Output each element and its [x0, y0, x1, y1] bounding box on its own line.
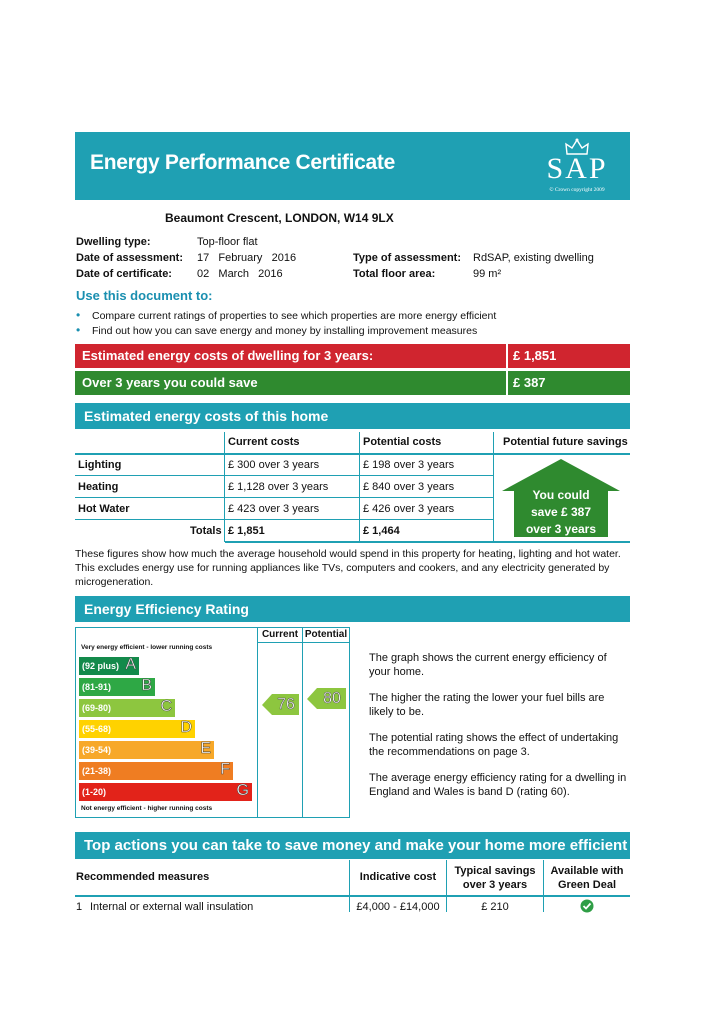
current-rating-value: 76	[277, 696, 295, 713]
band-d: (55-68) D	[79, 720, 195, 738]
hot-water-current: £ 423 over 3 years	[228, 503, 320, 515]
property-address: Beaumont Crescent, LONDON, W14 9LX	[165, 211, 394, 225]
totals-label: Totals	[190, 525, 222, 537]
chart-rule	[257, 642, 349, 643]
floor-area-label: Total floor area:	[353, 268, 436, 280]
date-assessment-value: 17 February 2016	[197, 252, 297, 264]
band-b: (81-91) B	[79, 678, 155, 696]
could-save-bar	[75, 371, 630, 395]
col-indicative-cost: Indicative cost	[359, 871, 437, 883]
chart-rule	[302, 628, 303, 817]
dwelling-type-label: Dwelling type:	[76, 236, 151, 248]
savings-line: save £ 387	[530, 505, 592, 519]
estimated-costs-bar	[75, 344, 630, 368]
action-row-savings: £ 210	[481, 901, 509, 913]
sap-logo-letters: SAP	[546, 152, 608, 185]
use-document-heading: Use this document to:	[76, 288, 213, 303]
actions-heading: Top actions you can take to save money and make your home more efficient	[75, 832, 630, 859]
eer-chart	[75, 627, 350, 818]
certificate-header	[75, 132, 630, 200]
type-assessment-label: Type of assessment:	[353, 252, 462, 264]
totals-current: £ 1,851	[228, 525, 265, 537]
heating-potential: £ 840 over 3 years	[363, 481, 455, 493]
could-save-value: £ 387	[513, 375, 546, 390]
dwelling-type-value: Top-floor flat	[197, 236, 258, 248]
savings-arrow-text	[500, 487, 622, 538]
col-recommended-measures: Recommended measures	[76, 871, 210, 883]
action-row-cost: £4,000 - £14,000	[356, 901, 440, 913]
floor-area-value: 99 m²	[473, 268, 502, 280]
use-document-bullet: • Compare current ratings of properties to see which properties are more energy efficient	[76, 308, 497, 322]
action-row-number: 1	[76, 901, 83, 913]
band-a: (92 plus) A	[79, 657, 139, 675]
band-g: (1-20) G	[79, 783, 252, 801]
date-assessment-label: Date of assessment:	[76, 252, 183, 264]
eer-paragraph: The graph shows the current energy efficiency of your home.	[369, 652, 607, 678]
heating-current: £ 1,128 over 3 years	[228, 481, 329, 493]
col-potential-costs: Potential costs	[363, 436, 442, 448]
eer-top-note: Very energy efficient - lower running costs	[81, 644, 213, 651]
band-f: (21-38) F	[79, 762, 233, 780]
lighting-potential: £ 198 over 3 years	[363, 459, 455, 471]
row-label-heating: Heating	[78, 481, 119, 493]
table-rule	[359, 432, 360, 542]
costs-note: These figures show how much the average household would spend in this property for heating, lighting and hot water. This excludes energy use for running appliances like TVs, computers and cookers, and any electricity generated by microgeneration.	[75, 548, 621, 588]
table-rule	[75, 475, 493, 476]
chart-rule	[257, 628, 258, 817]
band-e: (39-54) E	[79, 741, 214, 759]
table-rule	[75, 497, 493, 498]
col-typical-savings: Typical savings over 3 years	[454, 865, 536, 891]
sap-logo	[538, 138, 616, 196]
costs-heading: Estimated energy costs of this home	[75, 403, 630, 429]
totals-potential: £ 1,464	[363, 525, 400, 537]
lighting-current: £ 300 over 3 years	[228, 459, 320, 471]
table-rule	[225, 541, 630, 543]
table-rule	[75, 519, 493, 520]
savings-line: over 3 years	[525, 522, 597, 536]
use-document-bullet: • Find out how you can save energy and money by installing improvement measures	[76, 323, 478, 337]
band-c: (69-80) C	[79, 699, 175, 717]
estimated-costs-label: Estimated energy costs of dwelling for 3 years:	[82, 348, 374, 363]
col-current-costs: Current costs	[228, 436, 300, 448]
potential-rating-value: 80	[323, 690, 341, 707]
table-rule	[224, 432, 225, 542]
eer-paragraph: The higher the rating the lower your fuel bills are likely to be.	[369, 692, 605, 718]
eer-paragraph: The potential rating shows the effect of undertaking the recommendations on page 3.	[369, 732, 619, 758]
action-row-measure: Internal or external wall insulation	[90, 901, 254, 913]
eer-bottom-note: Not energy efficient - higher running costs	[81, 805, 213, 812]
bar-divider	[506, 344, 508, 368]
table-rule	[75, 895, 630, 897]
savings-line: You could	[532, 488, 590, 502]
row-label-lighting: Lighting	[78, 459, 122, 471]
sap-copyright: © Crown copyright 2009	[549, 187, 605, 193]
eer-col-current: Current	[261, 629, 299, 640]
eer-col-potential: Potential	[304, 629, 348, 640]
hot-water-potential: £ 426 over 3 years	[363, 503, 455, 515]
date-certificate-label: Date of certificate:	[76, 268, 172, 280]
eer-heading: Energy Efficiency Rating	[75, 596, 630, 622]
bar-divider	[506, 371, 508, 395]
table-rule	[493, 432, 494, 542]
date-certificate-value: 02 March 2016	[197, 268, 283, 280]
could-save-label: Over 3 years you could save	[82, 375, 258, 390]
check-icon	[579, 899, 595, 913]
col-future-savings: Potential future savings	[503, 436, 628, 448]
estimated-costs-value: £ 1,851	[513, 348, 557, 363]
eer-paragraph: The average energy efficiency rating for a dwelling in England and Wales is band D (rating 60).	[369, 772, 627, 798]
col-green-deal: Available with Green Deal	[550, 865, 624, 891]
page-title: Energy Performance Certificate	[90, 151, 395, 174]
type-assessment-value: RdSAP, existing dwelling	[473, 252, 594, 264]
row-label-hot-water: Hot Water	[78, 503, 130, 515]
table-rule	[75, 453, 630, 455]
